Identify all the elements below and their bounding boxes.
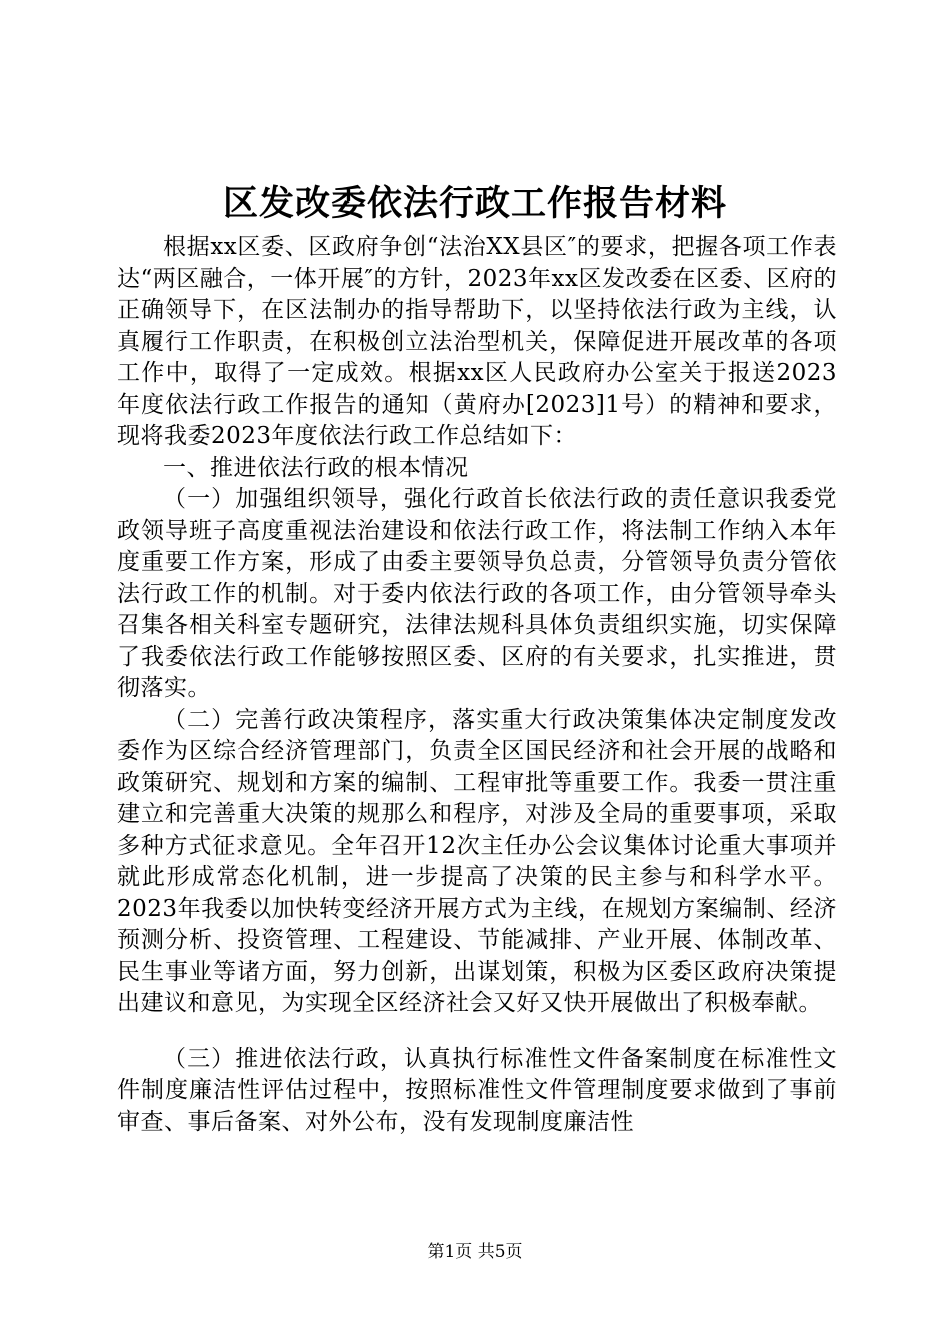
section-heading-1: 一、推进依法行政的根本情况 xyxy=(163,454,469,481)
document-body xyxy=(117,232,837,1138)
page-indicator: 第1页 共5页 xyxy=(427,1242,523,1262)
paragraph-normative-documents: （三）推进依法行政，认真执行标准性文件备案制度在标准性文件制度廉洁性评估过程中，按照标准性文件管理制度要求做到了事前审查、事后备案、对外公布，没有发现制度廉洁性 xyxy=(117,1045,837,1135)
paragraph-decision-procedure: （二）完善行政决策程序，落实重大行政决策集体决定制度发改委作为区综合经济管理部门，负责全区国民经济和社会开展的战略和政策研究、规划和方案的编制、工程审批等重要工作。我委一贯注重建立和完善重大决策的规那么和程序，对涉及全局的重要事项，采取多种方式征求意见。全年召开12次主任办公会议集体讨论重大事项并就此形成常态化机制，进一步提高了决策的民主参与和科学水平。2023年我委以加快转变经济开展方式为主线，在规划方案编制、经济预测分析、投资管理、工程建设、节能减排、产业开展、体制改革、民生事业等诸方面，努力创新，出谋划策，积极为区委区政府决策提出建议和意见，为实现全区经济社会又好又快开展做出了积极奉献。 xyxy=(117,706,837,1016)
paragraph-intro: 根据xx区委、区政府争创“法治XX县区″的要求，把握各项工作表达“两区融合，一体开展″的方针，2023年xx区发改委在区委、区府的正确领导下，在区法制办的指导帮助下，以坚持依法行政为主线，认真履行工作职责，在积极创立法治型机关，保障促进开展改革的各项工作中，取得了一定成效。根据xx区人民政府办公室关于报送2023年度依法行政工作报告的通知（黄府办[2023]1号）的精神和要求，现将我委2023年度依法行政工作总结如下： xyxy=(117,234,837,449)
paragraph-organization: （一）加强组织领导，强化行政首长依法行政的责任意识我委党政领导班子高度重视法治建设和依法行政工作，将法制工作纳入本年度重要工作方案，形成了由委主要领导负总责，分管领导负责分管依法行政工作的机制。对于委内依法行政的各项工作，由分管领导牵头召集各相关科室专题研究，法律法规科具体负责组织实施，切实保障了我委依法行政工作能够按照区委、区府的有关要求，扎实推进，贯彻落实。 xyxy=(117,486,837,701)
document-title: 区发改委依法行政工作报告材料 xyxy=(222,183,727,224)
